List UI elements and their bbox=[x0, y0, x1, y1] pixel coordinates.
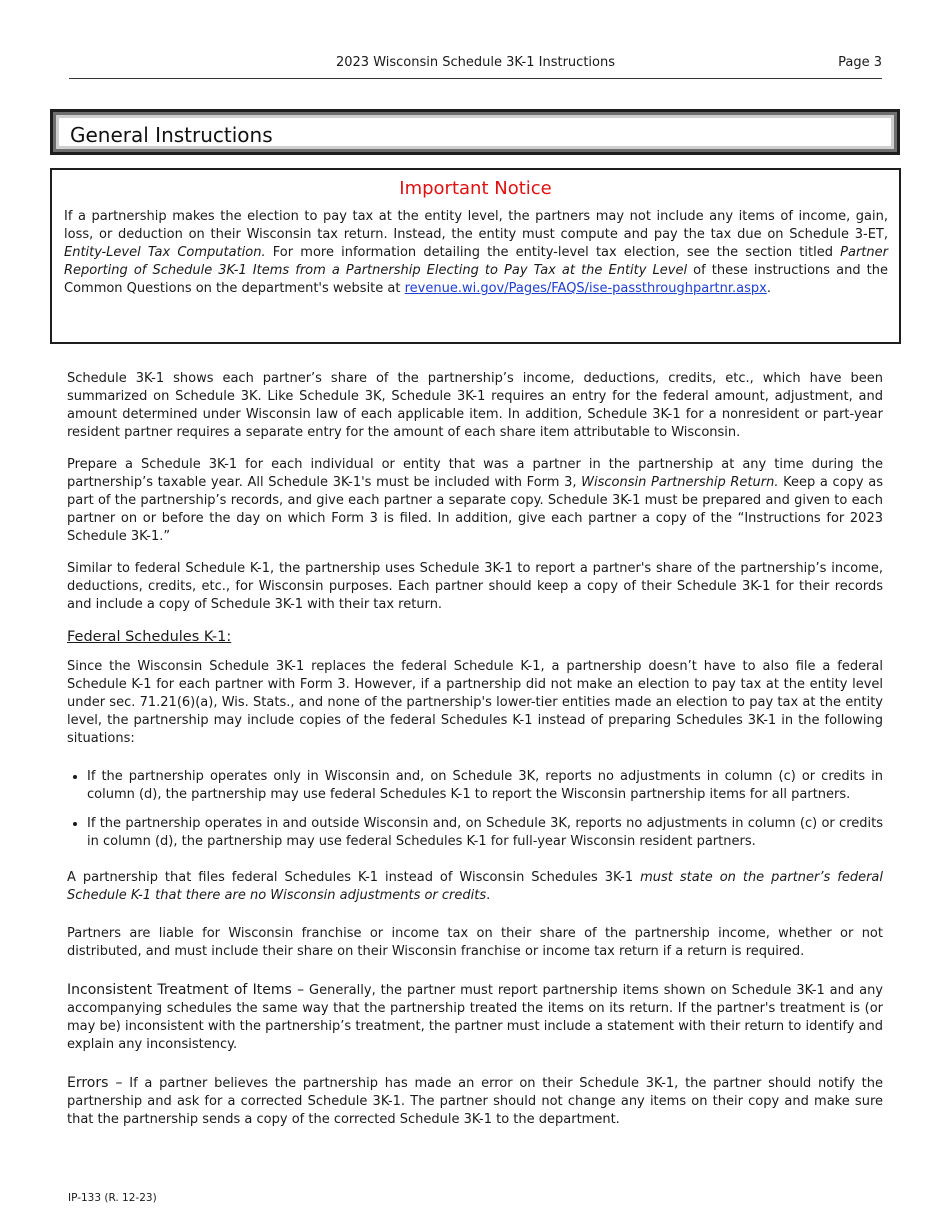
important-notice-box bbox=[50, 168, 901, 344]
page-number: Page 3 bbox=[838, 55, 882, 70]
document-title: 2023 Wisconsin Schedule 3K-1 Instructions bbox=[335, 55, 615, 70]
section-title: General Instructions bbox=[70, 123, 273, 147]
paragraph-prepare: Prepare a Schedule 3K-1 for each individual or entity that was a partner in the partnership at any time during the partnership’s taxable year. All Schedule 3K-1's must be included with Form 3, Wisconsin Partnership Return. Keep a copy as part of the partnership’s records, and give each partner a separate copy. Schedule 3K-1 must be prepared and given to each partner on or before the day on which Form 3 is filed. In addition, give each partner a copy of the “Instructions for 2023 Schedule 3K-1.” bbox=[67, 457, 883, 544]
inconsistent-heading: Inconsistent Treatment of Items – bbox=[67, 982, 305, 998]
faq-link[interactable]: revenue.wi.gov/Pages/FAQS/ise-passthroughpartnr.aspx bbox=[404, 281, 767, 296]
paragraph-files-federal: A partnership that files federal Schedules K-1 instead of Wisconsin Schedules 3K-1 must state on the partner’s federal Schedule K-1 that there are no Wisconsin adjustments or credits. bbox=[67, 870, 883, 903]
form-footer: IP-133 (R. 12-23) bbox=[68, 1192, 157, 1204]
paragraph-federal: Since the Wisconsin Schedule 3K-1 replaces the federal Schedule K-1, a partnership doesn’t have to also file a federal Schedule K-1 for each partner with Form 3. However, if a partnership did not make an election to pay tax at the entity level under sec. 71.21(6)(a), Wis. Stats., and none of the partnership's lower-tier entities made an election to pay tax at the entity level, the partnership may include copies of the federal Schedules K-1 instead of preparing Schedules 3K-1 in the following situations: bbox=[67, 659, 883, 746]
notice-body: If a partnership makes the election to pay tax at the entity level, the partners may not include any items of income, gain, loss, or deduction on their Wisconsin tax return. Instead, the entity must compute and pay the tax due on Schedule 3-ET, Entity-Level Tax Computation. For more information detailing the entity-level tax election, see the section titled Partner Reporting of Schedule 3K-1 Items from a Partnership Electing to Pay Tax at the Entity Level of these instructions and the Common Questions on the department's website at revenue.wi.gov/Pages/FAQS/ise-passthroughpartnr.aspx. bbox=[64, 209, 888, 296]
paragraph-liable: Partners are liable for Wisconsin franchise or income tax on their share of the partnership income, whether or not distributed, and must include their share on their Wisconsin franchise or income tax return if a return is required. bbox=[67, 926, 883, 959]
main-content bbox=[67, 370, 883, 1143]
errors-heading: Errors – bbox=[67, 1075, 123, 1091]
paragraph-inconsistent: Inconsistent Treatment of Items – Generally, the partner must report partnership items shown on Schedule 3K-1 and any accompanying schedules the same way that the partnership treated the items on its return. If the partner's treatment is (or may be) inconsistent with the partnership’s treatment, the partner must include a statement with their return to identify and explain any inconsistency. bbox=[67, 982, 883, 1052]
page-header bbox=[69, 54, 882, 79]
notice-title: Important Notice bbox=[399, 178, 552, 199]
section-title-box bbox=[50, 109, 900, 155]
situations-list bbox=[67, 768, 883, 851]
paragraph-overview: Schedule 3K-1 shows each partner’s share of the partnership’s income, deductions, credits, etc., which have been summarized on Schedule 3K. Like Schedule 3K, Schedule 3K-1 requires an entry for the federal amount, adjustment, and amount determined under Wisconsin law of each applicable item. In addition, Schedule 3K-1 for a nonresident or part-year resident partner requires a separate entry for the amount of each share item attributable to Wisconsin. bbox=[67, 371, 883, 440]
federal-schedules-heading: Federal Schedules K-1: bbox=[67, 629, 232, 645]
paragraph-similar: Similar to federal Schedule K-1, the partnership uses Schedule 3K-1 to report a partner's share of the partnership’s income, deductions, credits, etc., for Wisconsin purposes. Each partner should keep a copy of their Schedule 3K-1 for their records and include a copy of Schedule 3K-1 with their tax return. bbox=[67, 561, 883, 612]
paragraph-errors: Errors – If a partner believes the partnership has made an error on their Schedule 3K-1, the partner should notify the partnership and ask for a corrected Schedule 3K-1. The partner should not change any items on their copy and make sure that the partnership sends a copy of the corrected Schedule 3K-1 to the department. bbox=[67, 1075, 883, 1127]
list-item: • If the partnership operates in and outside Wisconsin and, on Schedule 3K, reports no adjustments in column (c) or credits in column (d), the partnership may use federal Schedules K-1 for full-year Wisconsin resident partners. bbox=[87, 815, 883, 851]
list-item: • If the partnership operates only in Wisconsin and, on Schedule 3K, reports no adjustments in column (c) or credits in column (d), the partnership may use federal Schedules K-1 to report the Wisconsin partnership items for all partners. bbox=[87, 768, 883, 804]
